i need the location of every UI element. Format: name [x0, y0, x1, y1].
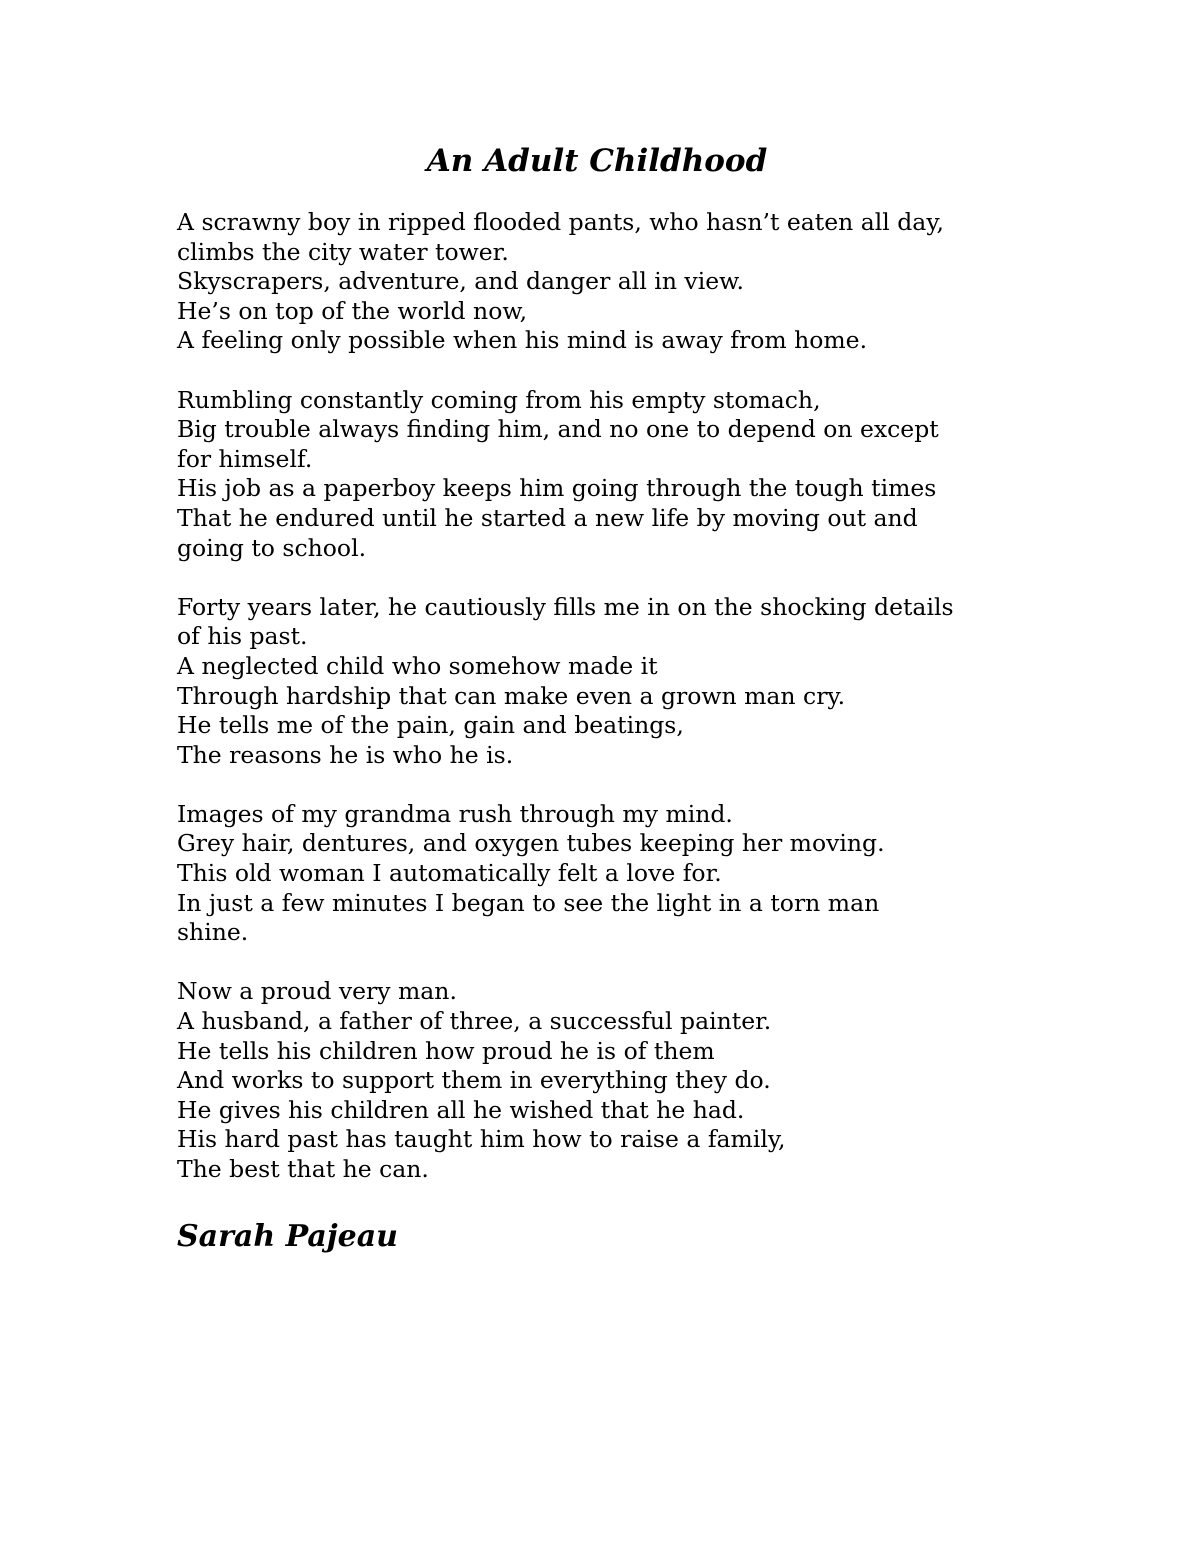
poem-line: Grey hair, dentures, and oxygen tubes keeping her moving.	[177, 829, 885, 858]
poem-line: This old woman I automatically felt a love for.	[177, 859, 722, 888]
poem-line: for himself.	[177, 444, 313, 473]
poem-line: A husband, a father of three, a successful painter.	[177, 1007, 772, 1036]
poem-line: In just a few minutes I began to see the light in a torn man	[177, 888, 880, 917]
stanza	[177, 386, 1077, 564]
poem-title: An Adult Childhood	[426, 143, 768, 179]
poem-line: A neglected child who somehow made it	[177, 651, 658, 680]
poem-line: A feeling only possible when his mind is away from home.	[177, 326, 868, 355]
poem-line: His hard past has taught him how to raise a family,	[177, 1125, 786, 1154]
poem-line: Big trouble always finding him, and no one to depend on except	[177, 415, 939, 444]
stanza	[177, 977, 1077, 1184]
poem-line: climbs the city water tower.	[177, 237, 509, 266]
stanza	[177, 593, 1077, 771]
stanza-break	[177, 948, 1077, 978]
poem-line: He tells his children how proud he is of them	[177, 1036, 715, 1065]
stanza-break	[177, 356, 1077, 386]
poem-line: Rumbling constantly coming from his empty stomach,	[177, 385, 821, 414]
poem-line: shine.	[177, 918, 249, 947]
poem-line: And works to support them in everything they do.	[177, 1066, 771, 1095]
poem-line: The best that he can.	[177, 1155, 429, 1183]
stanza-break	[177, 770, 1077, 800]
poem-line: He gives his children all he wished that he had.	[177, 1095, 745, 1124]
poem-line: Forty years later, he cautiously fills me in on the shocking details	[177, 592, 954, 621]
poem-line: He’s on top of the world now,	[177, 296, 528, 325]
poem-line: He tells me of the pain, gain and beatings,	[177, 711, 684, 740]
author-name: Sarah Pajeau	[177, 1219, 398, 1254]
poem-line: Skyscrapers, adventure, and danger all in view.	[177, 267, 744, 296]
poem-line: Now a proud very man.	[177, 977, 457, 1006]
poem-line: The reasons he is who he is.	[177, 740, 514, 769]
poem-line: going to school.	[177, 533, 367, 562]
poem-line: His job as a paperboy keeps him going through the tough times	[177, 474, 937, 503]
poem-line: of his past.	[177, 622, 308, 651]
poem-line: A scrawny boy in ripped flooded pants, who hasn’t eaten all day,	[177, 208, 944, 236]
poem-line: Images of my grandma rush through my mind.	[177, 799, 733, 828]
stanza	[177, 208, 1077, 356]
poem-line: That he endured until he started a new life by moving out and	[177, 503, 918, 532]
stanza	[177, 800, 1077, 948]
stanza-break	[177, 563, 1077, 593]
poem-body	[177, 208, 1077, 1185]
poem-line: Through hardship that can make even a grown man cry.	[177, 681, 846, 710]
